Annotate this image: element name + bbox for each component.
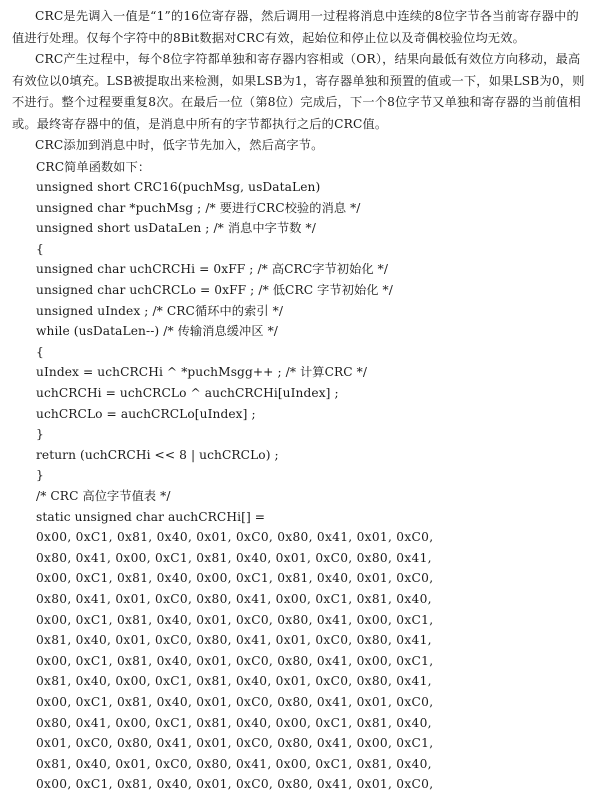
hex-table-row: 0x80, 0x41, 0x00, 0xC1, 0x81, 0x40, 0x01, 0xC0, 0x80, 0x41, bbox=[36, 550, 432, 565]
code-line: { bbox=[36, 241, 44, 256]
code-line: uchCRCHi = uchCRCLo ^ auchCRCHi[uIndex] ; bbox=[36, 386, 339, 401]
code-line: /* CRC 高位字节值表 */ bbox=[36, 489, 171, 503]
code-listing bbox=[12, 157, 590, 795]
code-line: uchCRCLo = auchCRCLo[uIndex] ; bbox=[36, 406, 256, 421]
hex-table-row: 0x80, 0x41, 0x01, 0xC0, 0x80, 0x41, 0x00, 0xC1, 0x81, 0x40, bbox=[36, 591, 432, 606]
hex-table-row: 0x01, 0xC0, 0x80, 0x41, 0x01, 0xC0, 0x80, 0x41, 0x00, 0xC1, bbox=[36, 736, 434, 751]
hex-table-row: 0x00, 0xC1, 0x81, 0x40, 0x01, 0xC0, 0x80, 0x41, 0x01, 0xC0, bbox=[36, 530, 434, 545]
code-line: unsigned short usDataLen ; /* 消息中字节数 */ bbox=[36, 221, 316, 236]
paragraph-crc-intro: CRC是先调入一值是“1”的16位寄存器，然后调用一过程将消息中连续的8位字节各当前寄存器中的值进行处理。仅每个字符中的8Bit数据对CRC有效，起始位和停止位以及奇偶校验位均无效。 bbox=[12, 9, 579, 45]
code-line: return (uchCRCHi << 8 | uchCRCLo) ; bbox=[36, 447, 279, 462]
code-line: } bbox=[36, 468, 44, 483]
hex-table-row: 0x81, 0x40, 0x01, 0xC0, 0x80, 0x41, 0x00, 0xC1, 0x81, 0x40, bbox=[36, 756, 432, 771]
hex-table-row: 0x81, 0x40, 0x01, 0xC0, 0x80, 0x41, 0x01, 0xC0, 0x80, 0x41, bbox=[36, 633, 432, 648]
code-line: static unsigned char auchCRCHi[] = bbox=[36, 509, 266, 524]
code-line: unsigned char uchCRCLo = 0xFF ; /* 低CRC 字节初始化 */ bbox=[36, 283, 393, 298]
paragraph-crc-byte-order: CRC添加到消息中时，低字节先加入，然后高字节。 bbox=[35, 138, 324, 152]
code-line: { bbox=[36, 344, 44, 359]
hex-table-row: 0x00, 0xC1, 0x81, 0x40, 0x00, 0xC1, 0x81, 0x40, 0x01, 0xC0, bbox=[36, 571, 434, 586]
hex-table-row: 0x00, 0xC1, 0x81, 0x40, 0x01, 0xC0, 0x80, 0x41, 0x00, 0xC1, bbox=[36, 653, 434, 668]
hex-table-row: 0x00, 0xC1, 0x81, 0x40, 0x01, 0xC0, 0x80, 0x41, 0x00, 0xC1, bbox=[36, 612, 434, 627]
hex-table-row: 0x80, 0x41, 0x00, 0xC1, 0x81, 0x40, 0x00, 0xC1, 0x81, 0x40, bbox=[36, 715, 432, 730]
paragraph-crc-process: CRC产生过程中，每个8位字符都单独和寄存器内容相或（OR），结果向最低有效位方向移动，最高有效位以0填充。LSB被提取出来检测，如果LSB为1，寄存器单独和预置的值或一下，如果LSB为0，则不进行。整个过程要重复8次。在最后一位（第8位）完成后，下一个8位字节又单独和寄存器的当前值相或。最终寄存器中的值，是消息中所有的字节都执行之后的CRC值。 bbox=[12, 52, 585, 131]
code-line: } bbox=[36, 427, 44, 442]
code-line: unsigned short CRC16(puchMsg, usDataLen) bbox=[36, 180, 321, 195]
hex-table-row: 0x00, 0xC1, 0x81, 0x40, 0x01, 0xC0, 0x80, 0x41, 0x01, 0xC0, bbox=[36, 694, 434, 709]
code-line: unsigned char uchCRCHi = 0xFF ; /* 高CRC字节初始化 */ bbox=[36, 262, 389, 277]
code-line: CRC简单函数如下： bbox=[36, 159, 151, 174]
code-line: unsigned char *puchMsg ; /* 要进行CRC校验的消息 */ bbox=[36, 200, 361, 215]
hex-table-row: 0x00, 0xC1, 0x81, 0x40, 0x01, 0xC0, 0x80, 0x41, 0x01, 0xC0, bbox=[36, 777, 434, 792]
code-line: unsigned uIndex ; /* CRC循环中的索引 */ bbox=[36, 303, 284, 318]
hex-table-row: 0x81, 0x40, 0x00, 0xC1, 0x81, 0x40, 0x01, 0xC0, 0x80, 0x41, bbox=[36, 674, 432, 689]
code-line: while (usDataLen--) /* 传输消息缓冲区 */ bbox=[36, 324, 279, 339]
code-line: uIndex = uchCRCHi ^ *puchMsgg++ ; /* 计算CRC */ bbox=[36, 365, 368, 380]
